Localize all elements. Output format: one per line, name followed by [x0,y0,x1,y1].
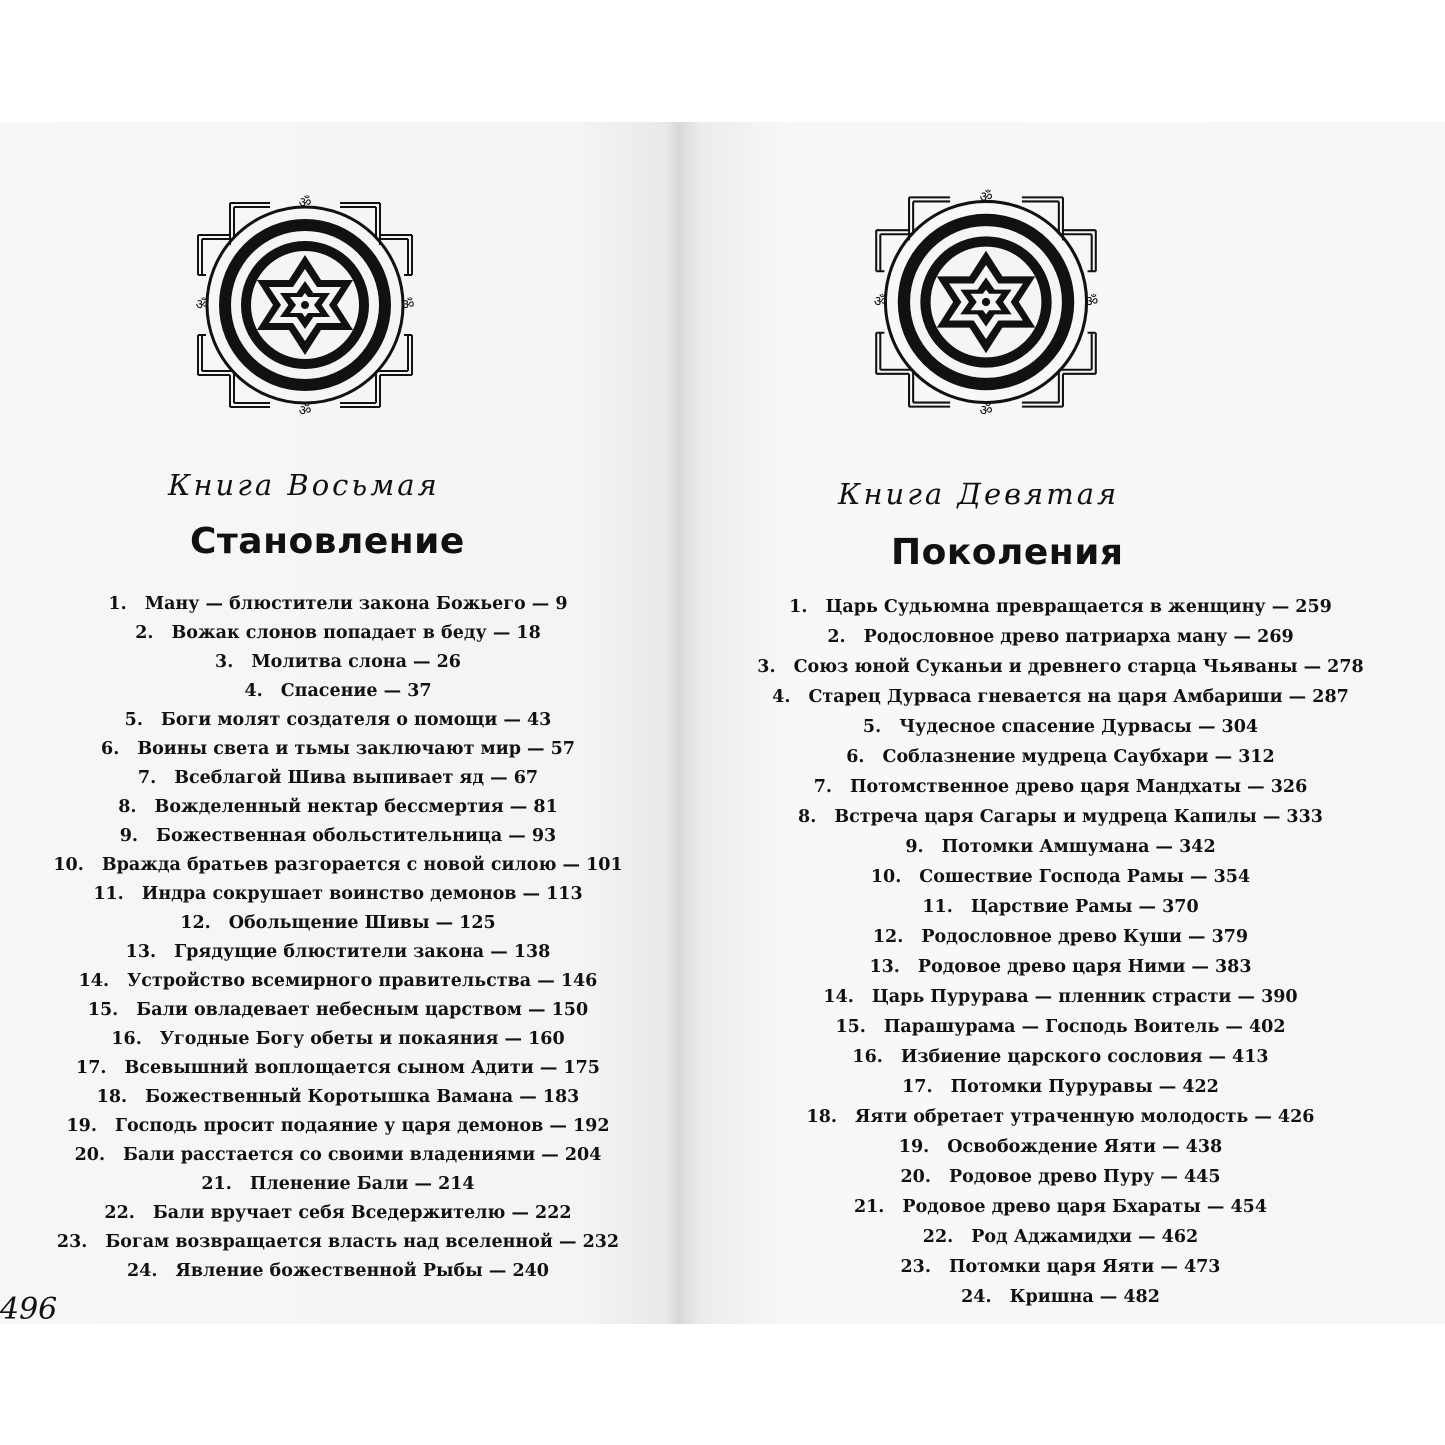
toc-entry-number: 13. [869,957,900,977]
toc-entry-title: Старец Дурваса гневается на царя Амбариши — 287 [808,687,1349,707]
toc-entry-number: 6. [101,739,120,759]
toc-entry [676,1132,1445,1162]
toc-entry [0,967,676,996]
toc-entry [0,1199,676,1228]
toc-entry-title: Царь Пуруравa — пленник страсти — 390 [871,987,1298,1007]
right-page [676,122,1445,1324]
toc-entry-number: 10. [870,867,902,887]
toc-entry [0,1054,676,1083]
toc-entry-number: 7. [137,768,157,788]
toc-entry [676,862,1445,892]
toc-entry-title: Бали овладевает небесным царством — 150 [136,1000,589,1020]
toc-entry-number: 18. [806,1107,837,1127]
toc-entry-title: Бали вручает себя Вседержителю — 222 [152,1203,572,1223]
toc-entry [676,952,1445,982]
toc-entry-number: 17. [76,1058,107,1078]
toc-entry [676,982,1445,1012]
toc-entry-title: Род Аджамидхи — 462 [971,1227,1199,1247]
toc-entry [676,1012,1445,1042]
toc-entry-number: 22. [104,1203,135,1223]
toc-entry [0,735,676,764]
toc-entry-title: Потомки Пуруравы — 422 [950,1077,1219,1097]
toc-entry-number: 8. [118,797,137,817]
toc-entry-number: 9. [905,837,924,857]
toc-entry-title: Богам возвращается власть над вселенной — 232 [105,1232,620,1252]
toc-entry-number: 9. [119,826,139,846]
toc-entry-title: Господь просит подаяние у царя демонов — 192 [114,1116,610,1136]
toc-entry-number: 10. [53,855,84,875]
toc-entry-title: Угодные Богу обеты и покаяния — 160 [159,1029,565,1049]
toc-entry [676,1252,1445,1282]
om-icon: ॐ [1085,294,1099,311]
toc-entry-number: 3. [215,652,234,672]
sri-yantra-emblem-right [868,189,1104,415]
toc-entry-number: 14. [823,987,854,1007]
toc-entry [0,1257,676,1286]
toc-entry-number: 7. [813,777,832,797]
table-of-contents [0,590,676,1286]
toc-entry [0,909,676,938]
toc-entry-number: 15. [87,1000,119,1020]
toc-entry [676,652,1445,682]
toc-entry-number: 8. [798,807,817,827]
toc-entry [676,1042,1445,1072]
toc-entry [0,880,676,909]
toc-entry [676,802,1445,832]
toc-entry-title: Царь Судьюмна превращается в женщину — 259 [825,597,1332,617]
toc-entry [0,1228,676,1257]
toc-entry [676,1222,1445,1252]
toc-entry-title: Воины света и тьмы заключают мир — 57 [137,739,575,759]
om-icon: ॐ [873,294,887,311]
om-icon: ॐ [979,402,993,415]
toc-entry [676,892,1445,922]
toc-entry-title: Устройство всемирного правительства — 146 [127,971,598,991]
toc-entry-title: Боги молят создателя о помощи — 43 [160,710,552,730]
toc-entry [0,706,676,735]
toc-entry-title: Родовое древо царя Бхараты — 454 [902,1197,1268,1217]
toc-entry-title: Пленение Бали — 214 [249,1174,475,1194]
toc-entry [0,1170,676,1199]
toc-entry-number: 19. [66,1116,97,1136]
toc-entry-number: 12. [872,927,904,947]
om-icon: ॐ [298,403,312,415]
toc-entry-number: 18. [96,1087,128,1107]
toc-entry [676,922,1445,952]
toc-entry-number: 16. [852,1047,883,1067]
toc-entry-title: Явление божественной Рыбы — 240 [175,1261,549,1281]
toc-entry-title: Всевышний воплощается сыном Адити — 175 [124,1058,600,1078]
toc-entry-number: 2. [135,623,154,643]
book-label: Книга Девятая [838,477,1120,511]
book-title: Поколения [891,532,1124,573]
toc-entry-title: Вожак слонов попадает в беду — 18 [171,623,541,643]
toc-entry-title: Родословное древо Куши — 379 [921,927,1249,947]
toc-entry [0,851,676,880]
om-icon: ॐ [401,297,415,313]
toc-entry-number: 3. [757,657,776,677]
toc-entry [0,793,676,822]
toc-entry [0,996,676,1025]
toc-entry-title: Яяти обретает утраченную молодость — 426 [854,1107,1315,1127]
toc-entry-title: Грядущие блюстители закона — 138 [174,942,551,962]
toc-entry-title: Вражда братьев разгорается с новой силою — 101 [101,855,623,875]
toc-entry-title: Кришна — 482 [1009,1287,1160,1307]
toc-entry [676,622,1445,652]
book-spread [0,122,1445,1324]
toc-entry-number: 17. [902,1077,933,1097]
toc-entry-number: 4. [244,681,263,701]
toc-entry-title: Союз юной Суканьи и древнего старца Чьяваны — 278 [793,657,1364,677]
table-of-contents [676,592,1445,1312]
om-icon: ॐ [298,195,312,211]
toc-entry-title: Чудесное спасение Дурвасы — 304 [899,717,1259,737]
toc-entry-number: 2. [827,627,846,647]
om-icon: ॐ [195,297,209,313]
toc-entry-number: 20. [900,1167,931,1187]
toc-entry-number: 11. [93,884,124,904]
toc-entry [676,1162,1445,1192]
toc-entry [676,1072,1445,1102]
toc-entry-title: Бали расстается со своими владениями — 204 [123,1145,602,1165]
toc-entry [676,1282,1445,1312]
page-number: 496 [0,1292,58,1324]
toc-entry-number: 23. [900,1257,931,1277]
om-icon: ॐ [979,189,993,206]
toc-entry-number: 5. [124,710,143,730]
toc-entry-number: 1. [789,597,808,617]
toc-entry [0,590,676,619]
toc-entry-title: Индра сокрушает воинство демонов — 113 [141,884,583,904]
toc-entry [0,1083,676,1112]
toc-entry-title: Освобождение Яяти — 438 [947,1137,1223,1157]
sri-yantra-emblem-left [190,195,420,415]
toc-entry [0,764,676,793]
toc-entry-number: 22. [922,1227,954,1247]
toc-entry [676,772,1445,802]
toc-entry-number: 24. [127,1261,158,1281]
toc-entry [0,1141,676,1170]
toc-entry [676,592,1445,622]
toc-entry-number: 20. [74,1145,106,1165]
toc-entry-title: Спасение — 37 [280,681,432,701]
book-title: Становление [190,521,465,562]
toc-entry-number: 11. [922,897,953,917]
toc-entry-number: 21. [201,1174,232,1194]
toc-entry [676,832,1445,862]
toc-entry-title: Родовое древо царя Ними — 383 [917,957,1252,977]
toc-entry-number: 12. [180,913,211,933]
toc-entry [676,712,1445,742]
toc-entry-title: Всеблагой Шива выпивает яд — 67 [174,768,539,788]
toc-entry-title: Обольщение Шивы — 125 [228,913,496,933]
toc-entry-title: Молитва слона — 26 [251,652,461,672]
toc-entry [0,619,676,648]
toc-entry-title: Сошествие Господа Рамы — 354 [919,867,1251,887]
toc-entry-title: Родовое древо Пуру — 445 [948,1167,1221,1187]
toc-entry-number: 19. [898,1137,930,1157]
toc-entry-number: 21. [853,1197,885,1217]
toc-entry [0,938,676,967]
toc-entry-number: 14. [78,971,110,991]
toc-entry-title: Потомственное древо царя Мандхаты — 326 [850,777,1308,797]
toc-entry [0,1025,676,1054]
toc-entry-number: 15. [835,1017,866,1037]
toc-entry [676,1192,1445,1222]
toc-entry [676,1102,1445,1132]
toc-entry [676,742,1445,772]
toc-entry-title: Божественный Коротышка Вамана — 183 [145,1087,580,1107]
toc-entry [0,1112,676,1141]
toc-entry-number: 1. [108,594,127,614]
toc-entry [676,682,1445,712]
toc-entry-number: 4. [772,687,791,707]
toc-entry-title: Встреча царя Сагары и мудреца Капилы — 333 [834,807,1323,827]
toc-entry-title: Царствие Рамы — 370 [970,897,1199,917]
toc-entry-title: Потомки царя Яяти — 473 [948,1257,1221,1277]
toc-entry [0,677,676,706]
book-label: Книга Восьмая [168,468,440,502]
toc-entry [0,648,676,677]
toc-entry-title: Ману — блюстители закона Божьего — 9 [144,594,568,614]
toc-entry-number: 24. [961,1287,992,1307]
toc-entry-title: Родословное древо патриарха ману — 269 [863,627,1294,647]
toc-entry [0,822,676,851]
toc-entry-title: Божественная обольстительница — 93 [156,826,557,846]
toc-entry-title: Потомки Амшумана — 342 [941,837,1216,857]
toc-entry-number: 5. [862,717,882,737]
toc-entry-number: 23. [56,1232,88,1252]
toc-entry-title: Соблазнение мудреца Саубхари — 312 [882,747,1275,767]
toc-entry-title: Парашурама — Господь Воитель — 402 [883,1017,1286,1037]
toc-entry-title: Вожделенный нектар бессмертия — 81 [154,797,558,817]
toc-entry-number: 16. [111,1029,142,1049]
toc-entry-number: 6. [846,747,865,767]
left-page [0,122,676,1324]
toc-entry-number: 13. [125,942,157,962]
toc-entry-title: Избиение царского сословия — 413 [900,1047,1269,1067]
